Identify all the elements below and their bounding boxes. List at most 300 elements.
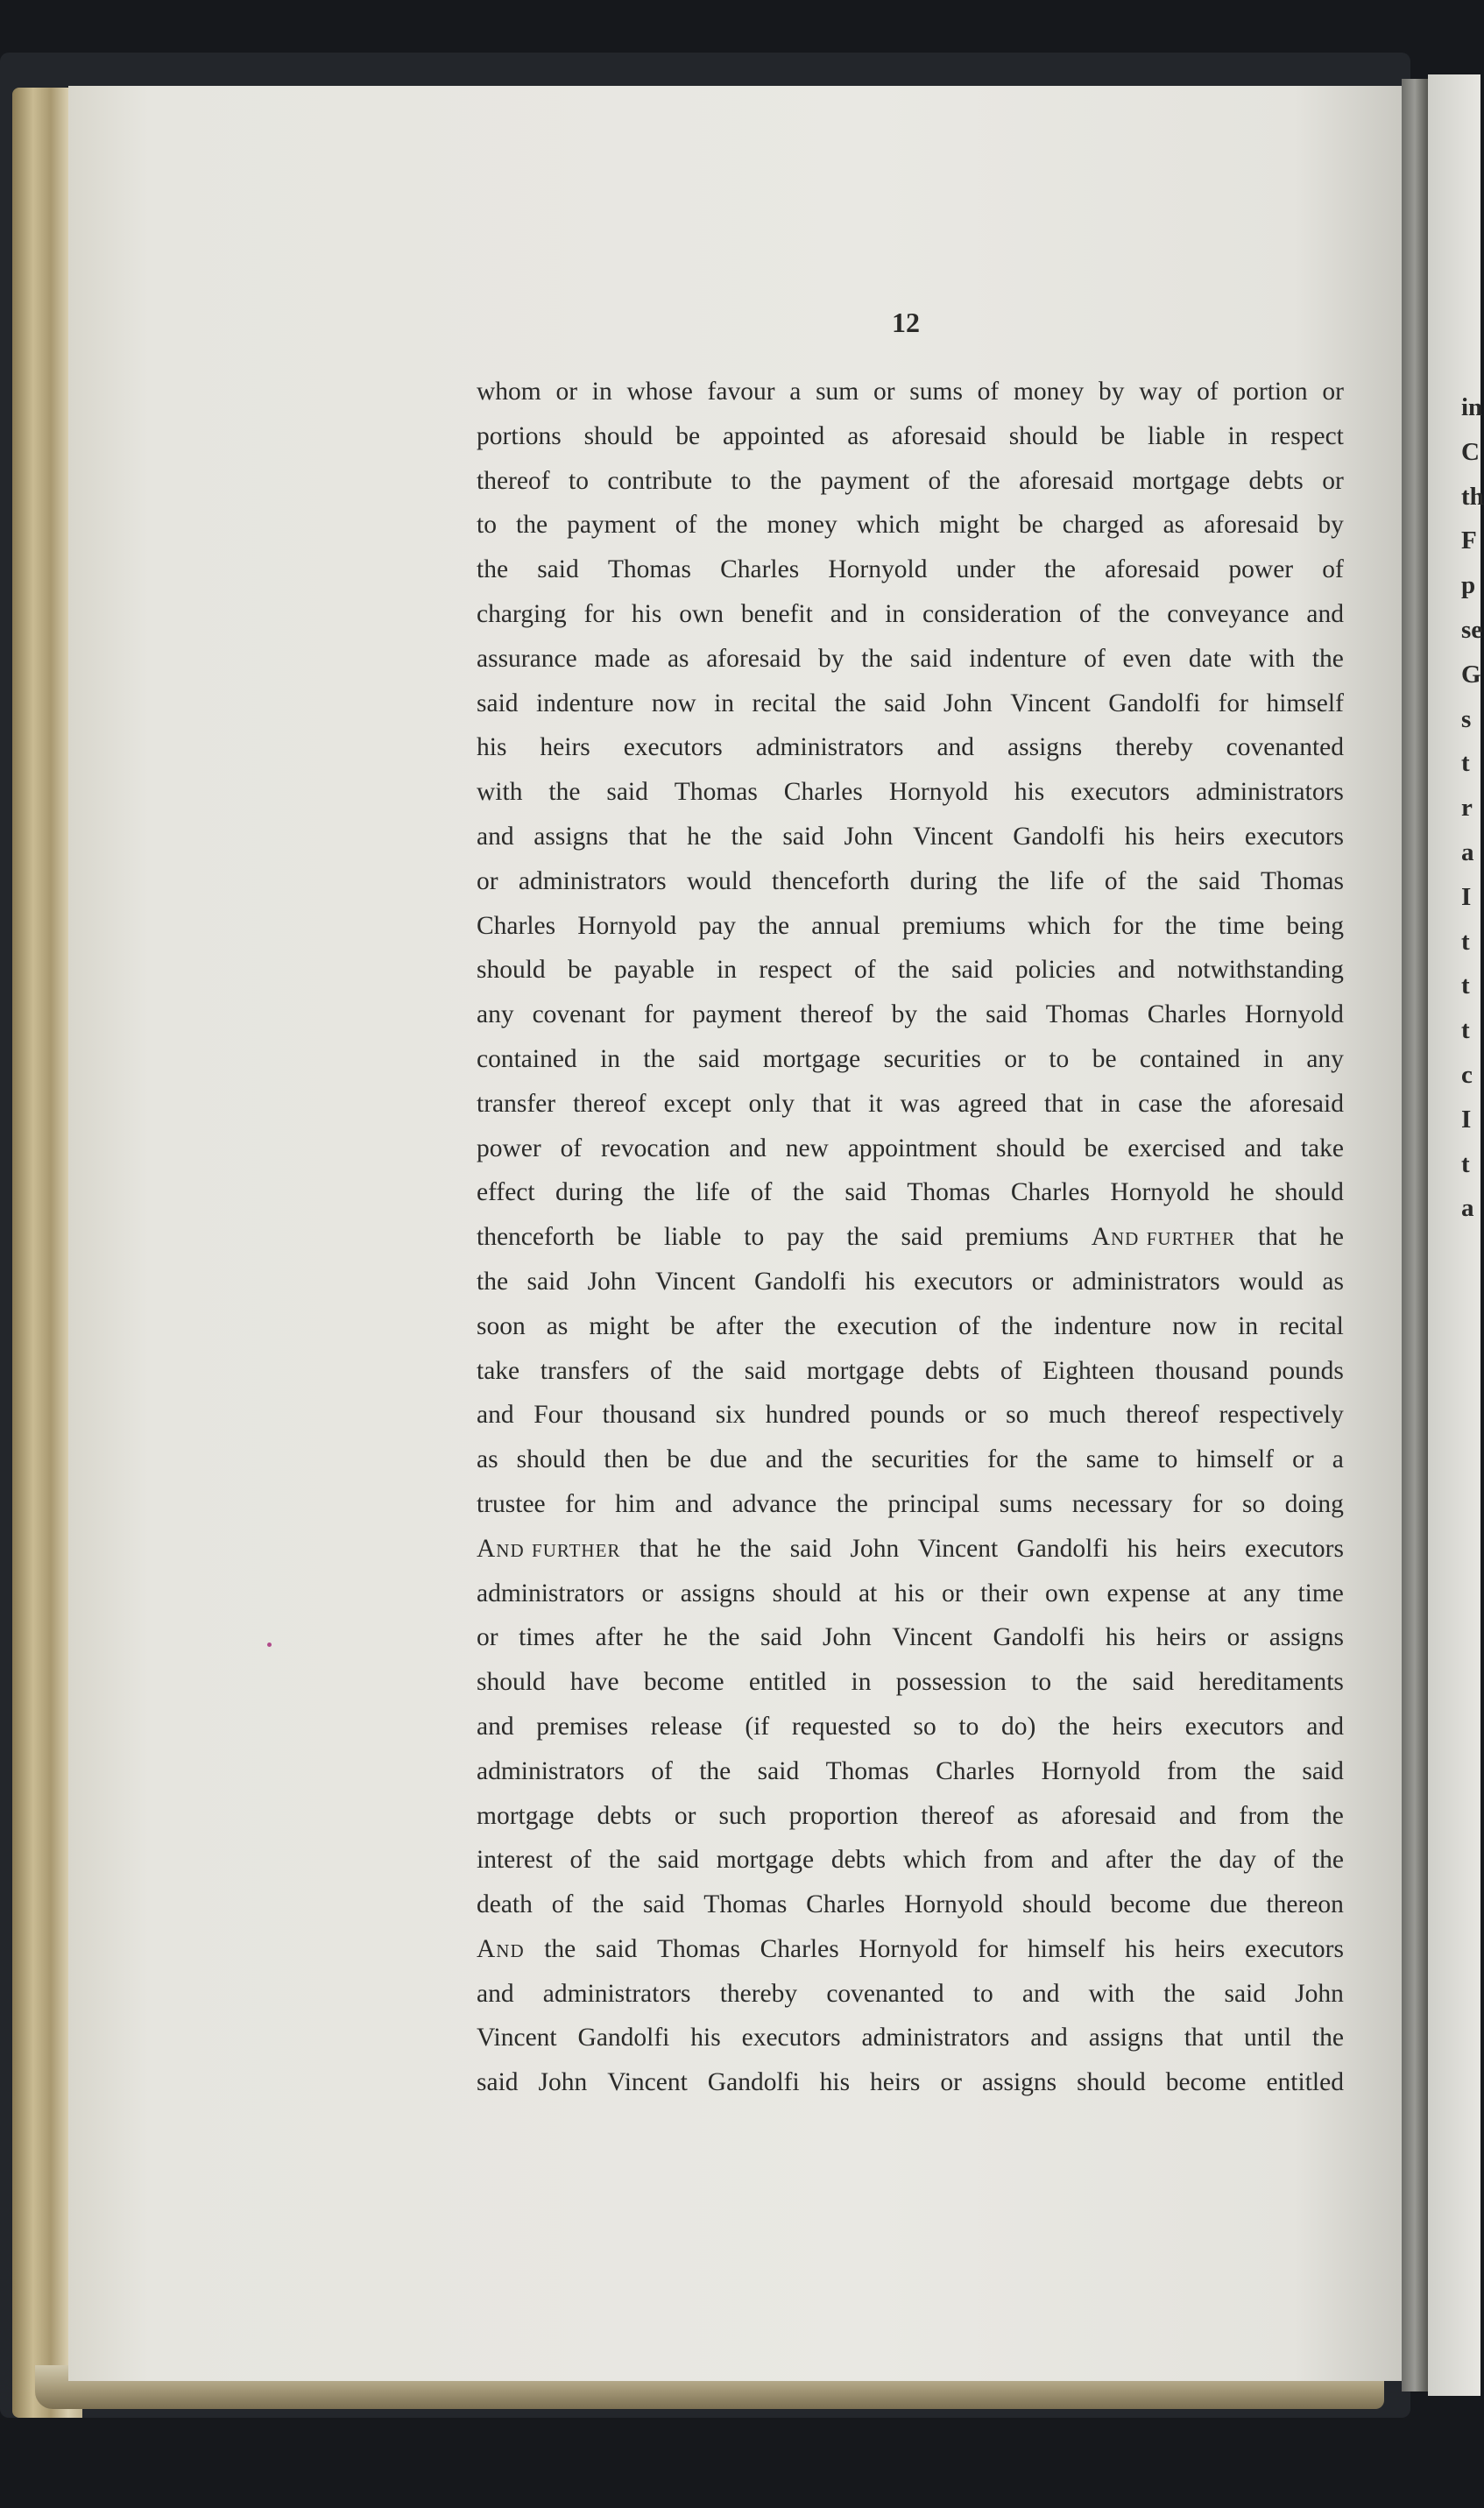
word: Thomas [674,778,758,807]
word: payment [692,1000,782,1029]
word: should [1021,1890,1092,1919]
word: should [516,1445,586,1474]
word: should [1077,2068,1146,2097]
word: be [567,956,592,985]
word: of [1084,644,1106,673]
word: he [1229,1178,1254,1207]
word: he [696,1534,722,1563]
word: now [651,689,696,717]
word: Vincent [917,1534,999,1563]
word: by [818,644,844,673]
facing-page-fragment: t [1461,1149,1470,1178]
word: administrators [755,733,904,762]
word: do) [1001,1712,1036,1741]
word: soon [477,1311,526,1340]
word: payment [567,511,656,540]
word: indenture [969,644,1067,673]
small-caps-phrase: And [477,1934,525,1963]
word: his [477,733,507,762]
word: after [595,1623,643,1652]
word: execution [837,1311,938,1340]
text-line [477,1840,1344,1885]
word: except [663,1089,731,1118]
word: so [1241,1489,1266,1518]
word: the [548,778,581,807]
word: in [1100,1089,1121,1118]
word: Charles [783,778,863,807]
word: his [819,2068,851,2097]
word: might [938,511,1000,540]
word: respect [1270,421,1344,450]
word: administrators [477,1579,625,1607]
word: own [1045,1579,1090,1607]
word: debts [597,1801,652,1830]
word: indenture [535,689,634,717]
word: and [1306,599,1344,628]
word: power [1228,555,1294,584]
word: administrators [861,2024,1010,2052]
word: payment [820,466,910,495]
word: of [750,1178,773,1207]
text-line [477,1440,1344,1485]
word: him [615,1489,655,1518]
word: the [477,1267,509,1296]
word: said [744,1356,787,1385]
word: the [1243,1756,1276,1785]
word: case [1138,1089,1183,1118]
word: the [846,1223,879,1252]
word: heirs [1112,1712,1163,1741]
word: it [868,1089,883,1118]
word: should [477,1668,546,1697]
word: Hornyold [859,1934,958,1963]
word: by [1318,511,1344,540]
word: should [477,956,546,985]
word: Charles [477,911,556,940]
word: in [1263,1044,1283,1073]
small-caps-phrase: And further [1091,1223,1236,1252]
word: any [1306,1044,1344,1073]
word: and [729,1134,767,1162]
word: in [851,1668,872,1697]
word: he [1319,1223,1344,1252]
word: trustee [477,1489,546,1518]
word: the [731,822,763,851]
text-line [477,1975,1344,2019]
word: in [717,956,737,985]
facing-page-fragment: s [1461,704,1472,733]
word: to [1031,1668,1052,1697]
word: thereof [477,466,550,495]
word: to [1049,1044,1070,1073]
word: contribute [607,466,713,495]
word: executors [1184,1712,1284,1741]
text-line [477,1262,1344,1307]
word: aforesaid [1248,1089,1344,1118]
word: in [591,378,612,406]
word: which [902,1846,966,1875]
word: due [710,1445,747,1474]
text-line [477,639,1344,684]
word: the [1311,1846,1344,1875]
word: appointed [722,421,825,450]
word: or [641,1579,664,1607]
word: requested [791,1712,891,1741]
word: Thomas [1260,866,1344,895]
word: said [1224,1979,1266,2008]
text-line [477,773,1344,817]
word: assigns [1007,733,1083,762]
word: and [1030,2024,1068,2052]
word: he [687,822,711,851]
word: portions [477,421,562,450]
word: or [1322,466,1344,495]
word: or [1292,1445,1314,1474]
word: the [1311,644,1344,673]
word: of [569,1846,592,1875]
word: Eighteen [1042,1356,1134,1385]
word: for [1113,911,1143,940]
text-line [477,1530,1344,1574]
word: executors [623,733,723,762]
facing-page-fragment: c [1461,1060,1473,1089]
word: with [1248,644,1296,673]
word: be [617,1223,642,1252]
word: by [891,1000,918,1029]
word: of [1322,555,1344,584]
word: from [1239,1801,1290,1830]
word: Vincent [892,1623,972,1652]
word: aforesaid [1105,555,1200,584]
word: take [477,1356,520,1385]
word: sum [816,378,859,406]
word: Vincent [654,1267,736,1296]
word: contained [1139,1044,1240,1073]
word: and [1178,1801,1217,1830]
word: any [1243,1579,1281,1607]
word: the [1076,1668,1108,1697]
word: as [1016,1801,1039,1830]
word: executors [1244,1534,1344,1563]
word: sums [999,1489,1053,1518]
word: during [555,1178,624,1207]
word: John [587,1267,637,1296]
word: of [551,1890,574,1919]
word: or [942,1579,964,1607]
word: was [900,1089,941,1118]
word: Gandolfi [577,2024,670,2052]
word: pay [787,1223,824,1252]
word: or [1004,1044,1026,1073]
word: of [928,466,950,495]
word: be [667,1445,692,1474]
word: in [1238,1311,1259,1340]
word: be [675,421,701,450]
word: the [643,1178,675,1207]
word: for [583,599,614,628]
word: administrators [1196,778,1344,807]
word: John [844,822,894,851]
word: assigns [680,1579,755,1607]
text-line [477,817,1344,862]
word: thereby [719,1979,798,2008]
word: in [714,689,735,717]
word: to [569,466,589,495]
text-line [477,1797,1344,1841]
word: said [844,1178,887,1207]
word: that [628,822,668,851]
text-line [477,2063,1344,2108]
word: power [477,1134,541,1162]
word: Hornyold [1041,1756,1141,1785]
word: the [1311,2024,1344,2052]
word: said [526,1267,569,1296]
word: for [1218,689,1248,717]
word: become [643,1668,724,1697]
word: whom [477,378,541,406]
word: which [1028,911,1092,940]
word: or [964,1401,986,1430]
text-line [477,417,1344,462]
word: the [784,1311,816,1340]
word: favour [707,378,775,406]
word: executors [741,2024,841,2052]
word: the [861,644,894,673]
word: Hornyold [577,911,677,940]
word: the [608,1846,640,1875]
word: Four [534,1401,583,1430]
word: said [757,1756,800,1785]
word: Gandolfi [993,1623,1085,1652]
facing-page-fragment: I [1461,882,1472,911]
word: would [686,866,752,895]
word: thereof [573,1089,647,1118]
word: that [811,1089,852,1118]
word: appointment [847,1134,978,1162]
word: executors [1071,778,1170,807]
text-line [477,1885,1344,1930]
word: said [782,822,824,851]
word: Vincent [607,2068,688,2097]
word: recital [752,689,817,717]
word: or [555,378,578,406]
word: to [731,466,752,495]
word: heirs [1155,1623,1207,1652]
word: said [951,956,993,985]
word: Vincent [1010,689,1091,717]
word: from [983,1846,1034,1875]
word: said [909,644,952,673]
text-line [477,462,1344,506]
word: assigns [534,822,609,851]
word: heirs [1174,822,1226,851]
word: as [546,1311,569,1340]
word: Vincent [477,2024,557,2052]
word: the [1035,1445,1068,1474]
word: to [477,511,497,540]
word: life [1049,866,1085,895]
word: said [595,1934,638,1963]
word: of [651,1756,673,1785]
word: and [477,822,514,851]
word: Hornyold [888,778,988,807]
word: executors [1244,1934,1344,1963]
facing-page-fragment: G [1461,660,1481,689]
word: Thomas [825,1756,909,1785]
text-line [477,1307,1344,1352]
facing-page-fragment: t [1461,749,1470,778]
word: of [1273,1846,1296,1875]
word: respect [759,956,832,985]
word: administrators [477,1756,625,1785]
word: during [909,866,978,895]
word: policies [1014,956,1096,985]
word: the [516,511,548,540]
word: even [1122,644,1172,673]
word: his [690,2024,721,2052]
word: of [958,1311,980,1340]
word: time [1297,1579,1344,1607]
word: said [1302,1756,1344,1785]
word: contained [477,1044,577,1073]
word: executors [914,1267,1014,1296]
text-line [477,995,1344,1040]
word: and [477,1712,514,1741]
word: notwithstanding [1177,956,1344,985]
word: said [884,689,926,717]
word: take [1300,1134,1344,1162]
word: made [594,644,651,673]
text-line [477,1352,1344,1396]
word: might [589,1311,650,1340]
word: said [789,1534,832,1563]
word: the [739,1534,772,1563]
word: charged [1062,511,1144,540]
word: liable [663,1223,722,1252]
word: his [894,1579,925,1607]
word: thenceforth [477,1223,595,1252]
word: the [692,1356,724,1385]
word: under [956,555,1015,584]
word: with [1088,1979,1135,2008]
text-line [477,1040,1344,1084]
word: to [744,1223,765,1252]
word: day [1219,1846,1256,1875]
word: Gandolfi [1013,822,1106,851]
word: John [823,1623,872,1652]
word: only [748,1089,795,1118]
word: for [644,1000,675,1029]
word: to [958,1712,979,1741]
word: the [821,1445,853,1474]
text-line [477,1752,1344,1797]
word: should [1008,421,1078,450]
text-line [477,1485,1344,1530]
word: or [1031,1267,1054,1296]
word: become [1165,2068,1247,2097]
word: being [1286,911,1344,940]
word: said [986,1000,1028,1029]
word: the [1118,599,1150,628]
word: the [708,1623,740,1652]
word: said [1132,1668,1175,1697]
word: as [477,1445,498,1474]
word: Gandolfi [1016,1534,1109,1563]
word: the [1000,1311,1033,1340]
word: mortgage [716,1846,815,1875]
text-line [477,684,1344,729]
word: way [1139,378,1183,406]
word: aforesaid [1061,1801,1156,1830]
word: to [972,1979,993,2008]
text-line [477,728,1344,773]
word: the [769,466,802,495]
word: mortgage [762,1044,861,1073]
word: same [1085,1445,1140,1474]
word: Charles [720,555,800,584]
text-line [477,862,1344,907]
word: said [657,1846,700,1875]
word: hereditaments [1198,1668,1344,1697]
word: or [1322,378,1344,406]
word: as [847,421,869,450]
word: of [1104,866,1127,895]
word: Thomas [656,1934,740,1963]
word: that [1043,1089,1084,1118]
word: which [856,511,920,540]
word: charging [477,599,567,628]
word: be [670,1311,696,1340]
word: Gandolfi [753,1267,846,1296]
word: be [1018,511,1043,540]
word: possession [895,1668,1007,1697]
word: exercised [1127,1134,1226,1162]
facing-page-fragment: se [1461,615,1483,644]
word: Charles [806,1890,886,1919]
word: Vincent [912,822,993,851]
word: or [674,1801,696,1830]
word: sums [909,378,963,406]
word: of [649,1356,672,1385]
facing-page-fragment: r [1461,794,1473,823]
word: said [760,1623,802,1652]
word: of [675,511,697,540]
word: premiums [901,911,1006,940]
word: Charles [936,1756,1015,1785]
word: aforesaid [891,421,986,450]
facing-page-fragment: a [1461,1194,1474,1223]
word: Hornyold [904,1890,1004,1919]
word: so [1006,1401,1029,1430]
word: effect [477,1178,535,1207]
facing-page-fragment: t [1461,971,1470,1000]
word: a [789,378,802,406]
ink-speck [267,1643,272,1647]
word: the [1163,1979,1196,2008]
word: from [1167,1756,1218,1785]
word: such [718,1801,767,1830]
word: the [1043,555,1076,584]
word: and [830,599,868,628]
word: of [560,1134,583,1162]
word: due [1210,1890,1247,1919]
word: that [1184,2024,1224,2052]
word: his [631,599,662,628]
word: mortgage [1132,466,1231,495]
word: Hornyold [828,555,928,584]
facing-page-fragment: a [1461,837,1474,866]
word: the [997,866,1029,895]
